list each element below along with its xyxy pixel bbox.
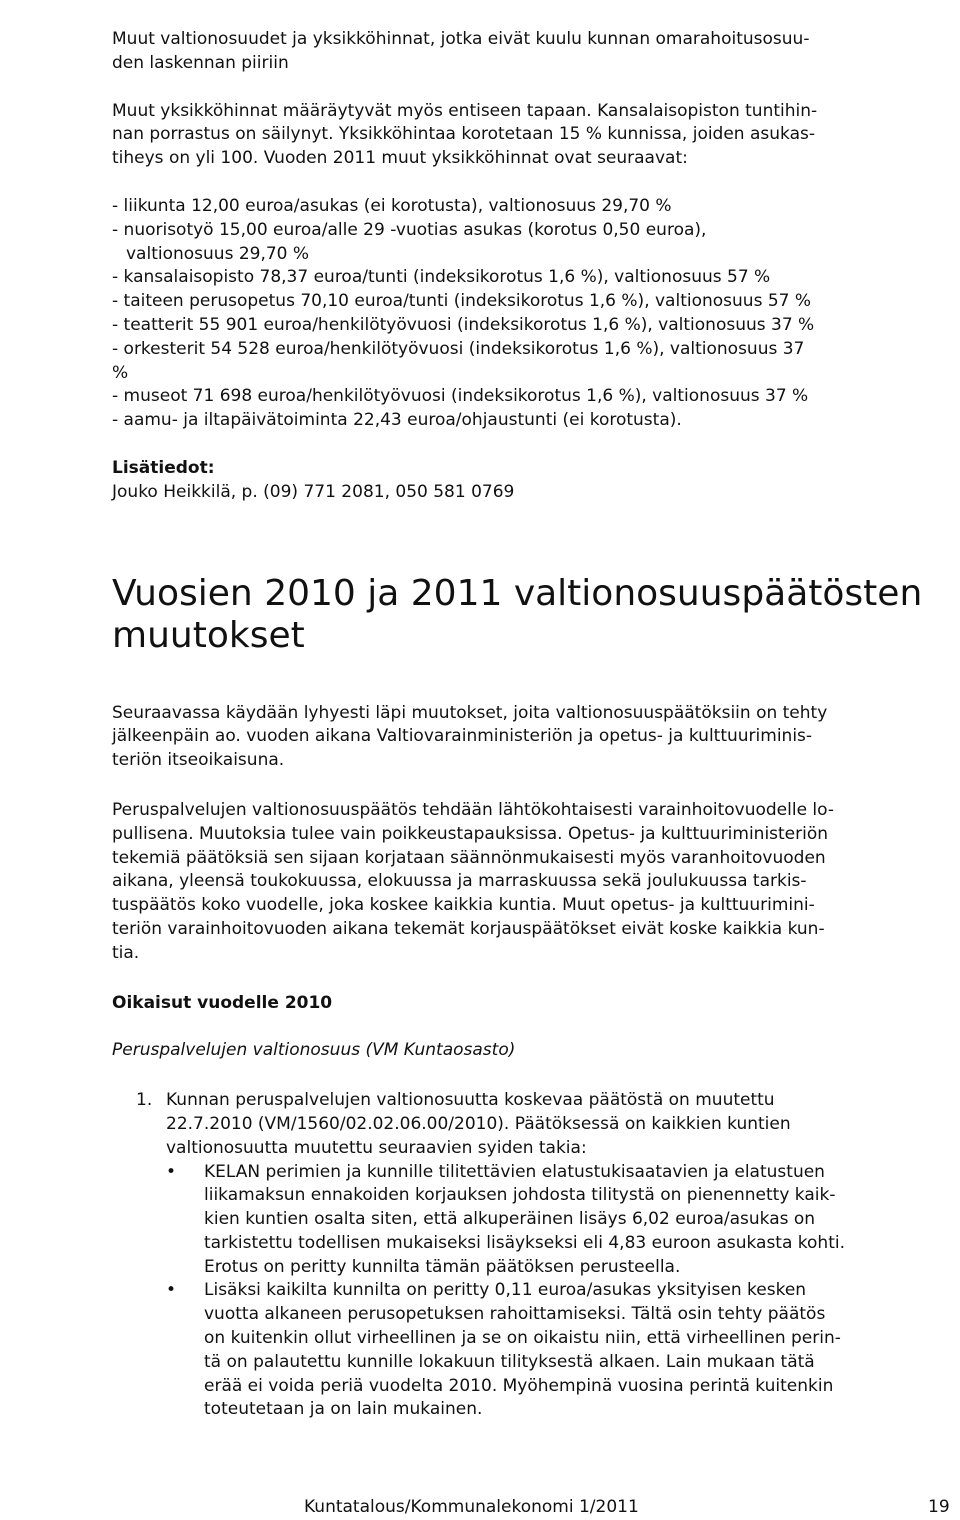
paragraph-line: teriön itseoikaisuna. <box>112 750 285 771</box>
contact-info <box>112 457 948 505</box>
unit-price-item: - orkesterit 54 528 euroa/henkilötyövuosi (indeksikorotus 1,6 %), valtionosuus 37 <box>112 338 805 359</box>
numbered-item-line: valtionosuutta muutettu seuraavien syiden takia: <box>166 1137 587 1158</box>
numbered-item-line: Kunnan peruspalvelujen valtionosuutta koskevaa päätöstä on muutettu <box>166 1090 775 1111</box>
bullet-line: KELAN perimien ja kunnille tilitettävien elatustukisaatavien ja elatustuen <box>204 1161 825 1182</box>
intro-heading <box>112 28 948 76</box>
bullet-line: toteutetaan ja on lain mukainen. <box>204 1399 483 1420</box>
bullet-icon: • <box>166 1280 177 1301</box>
section-title-line: Vuosien 2010 ja 2011 valtionosuuspäätösten <box>112 572 923 614</box>
unit-price-list <box>112 195 948 433</box>
paragraph-line: pullisena. Muutoksia tulee vain poikkeustapauksissa. Opetus- ja kulttuuriministeriön <box>112 823 829 844</box>
paragraph-line: teriön varainhoitovuoden aikana tekemät korjauspäätökset eivät koske kaikkia kun- <box>112 918 825 939</box>
paragraph-line: Peruspalvelujen valtionosuuspäätös tehdään lähtökohtaisesti varainhoitovuodelle lo- <box>112 799 835 820</box>
bullet-line: kien kuntien osalta siten, että alkuperäinen lisäys 6,02 euroa/asukas on <box>204 1209 816 1230</box>
page-footer <box>0 1496 960 1520</box>
intro-paragraph <box>112 100 948 171</box>
page-body <box>112 28 948 1422</box>
bullet-line: on kuitenkin ollut virheellinen ja se on oikaistu niin, että virheellinen perin- <box>204 1328 841 1349</box>
bullet-item-1 <box>166 1161 948 1280</box>
italic-heading: Peruspalvelujen valtionosuus (VM Kuntaosasto) <box>112 1040 516 1061</box>
unit-price-item: - liikunta 12,00 euroa/asukas (ei korotusta), valtionosuus 29,70 % <box>112 195 672 216</box>
unit-price-item: - taiteen perusopetus 70,10 euroa/tunti (indeksikorotus 1,6 %), valtionosuus 57 % <box>112 291 812 312</box>
paragraph-line: tuspäätös koko vuodelle, joka koskee kaikkia kuntia. Muut opetus- ja kulttuurimini- <box>112 895 815 916</box>
bullet-item-2 <box>166 1279 948 1422</box>
contact-label: Lisätiedot: <box>112 457 215 478</box>
paragraph-line: tekemiä päätöksiä sen sijaan korjataan säännönmukaisesti myös varanhoitovuoden <box>112 847 826 868</box>
numbered-item-line: 22.7.2010 (VM/1560/02.02.06.00/2010). Päätöksessä on kaikkien kuntien <box>166 1113 791 1134</box>
subheading: Oikaisut vuodelle 2010 <box>112 992 333 1013</box>
unit-price-item: - nuorisotyö 15,00 euroa/alle 29 -vuotias asukas (korotus 0,50 euroa), <box>112 219 707 240</box>
list-number: 1. <box>136 1090 153 1111</box>
bullet-line: Erotus on peritty kunnilta tämän päätöksen perusteella. <box>204 1256 681 1277</box>
unit-price-item: - kansalaisopisto 78,37 euroa/tunti (indeksikorotus 1,6 %), valtionosuus 57 % <box>112 267 771 288</box>
intro-paragraph-line: nan porrastus on säilynyt. Yksikköhintaa korotetaan 15 % kunnissa, joiden asukas- <box>112 124 815 145</box>
contact-line: Jouko Heikkilä, p. (09) 771 2081, 050 581 0769 <box>112 481 515 502</box>
unit-price-item: - museot 71 698 euroa/henkilötyövuosi (indeksikorotus 1,6 %), valtionosuus 37 % <box>112 386 809 407</box>
bullet-line: liikamaksun ennakoiden korjauksen johdosta tilitystä on pienennetty kaik- <box>204 1185 836 1206</box>
unit-price-item-continuation: valtionosuus 29,70 % <box>126 243 310 264</box>
bullet-line: tä on palautettu kunnille lokakuun tilityksestä alkaen. Lain mukaan tätä <box>204 1351 815 1372</box>
paragraph-line: tia. <box>112 942 140 963</box>
intro-heading-line: den laskennan piiriin <box>112 52 289 73</box>
section-paragraph-1 <box>112 702 948 773</box>
section-paragraph-2 <box>112 799 948 966</box>
publication-name: Kuntatalous/Kommunalekonomi 1/2011 <box>304 1497 639 1517</box>
unit-price-item: - aamu- ja iltapäivätoiminta 22,43 euroa/ohjaustunti (ei korotusta). <box>112 410 682 431</box>
page-number: 19 <box>928 1497 950 1517</box>
intro-paragraph-line: tiheys on yli 100. Vuoden 2011 muut yksikköhinnat ovat seuraavat: <box>112 148 688 169</box>
bullet-line: vuotta alkaneen perusopetuksen rahoittamiseksi. Tältä osin tehty päätös <box>204 1304 826 1325</box>
intro-heading-line: Muut valtionosuudet ja yksikköhinnat, jotka eivät kuulu kunnan omarahoitusosuu- <box>112 29 810 49</box>
bullet-line: tarkistettu todellisen mukaiseksi lisäykseksi eli 4,83 euroon asukasta kohti. <box>204 1232 846 1253</box>
intro-paragraph-line: Muut yksikköhinnat määräytyvät myös entiseen tapaan. Kansalaisopiston tuntihin- <box>112 100 818 121</box>
unit-price-item: - teatterit 55 901 euroa/henkilötyövuosi (indeksikorotus 1,6 %), valtionosuus 37 % <box>112 314 815 335</box>
paragraph-line: Seuraavassa käydään lyhyesti läpi muutokset, joita valtionosuuspäätöksiin on tehty <box>112 702 828 723</box>
unit-price-item-continuation: % <box>112 362 129 383</box>
numbered-item-1 <box>136 1089 948 1160</box>
bullet-icon: • <box>166 1161 177 1182</box>
paragraph-line: jälkeenpäin ao. vuoden aikana Valtiovarainministeriön ja opetus- ja kulttuuriminis- <box>112 726 813 747</box>
bullet-line: Lisäksi kaikilta kunnilta on peritty 0,11 euroa/asukas yksityisen kesken <box>204 1280 807 1301</box>
bullet-line: erää ei voida periä vuodelta 2010. Myöhempinä vuosina perintä kuitenkin <box>204 1375 834 1396</box>
section-title <box>112 573 948 657</box>
section-title-line: muutokset <box>112 614 305 656</box>
paragraph-line: aikana, yleensä toukokuussa, elokuussa ja marraskuussa sekä joulukuussa tarkis- <box>112 871 807 892</box>
